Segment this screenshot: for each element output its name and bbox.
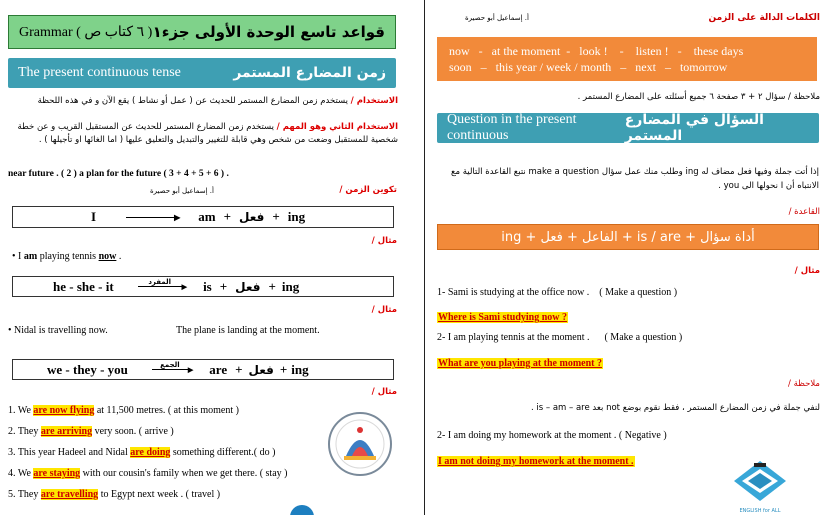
example2a: • Nidal is travelling now.	[8, 325, 108, 336]
example-label-1: مثال /	[371, 236, 397, 246]
formula2-ing: ing	[281, 278, 300, 294]
list-item	[8, 446, 328, 459]
example1-pre: • I	[12, 251, 24, 262]
arrow-head-icon: ▶	[181, 282, 188, 291]
watermark-logo-icon	[326, 410, 394, 478]
formula3-ing: ing	[291, 361, 309, 377]
example1-mid: playing tennis	[37, 251, 99, 262]
item-highlight: are doing	[130, 447, 171, 458]
item-post: very soon. ( arrive )	[92, 426, 174, 437]
formula1-fi3l: فعل	[238, 210, 265, 224]
watermark-logo	[326, 410, 394, 478]
question-band-ar: السؤال في المضارع المستمر	[624, 112, 764, 144]
note2-label: ملاحظة /	[788, 379, 820, 389]
answer1-wrap	[437, 307, 568, 325]
item-pre: 4. We	[8, 468, 34, 479]
example-label-right: مثال /	[794, 266, 820, 276]
present-continuous-band	[8, 58, 396, 88]
item-post: to Egypt next week . ( travel )	[98, 489, 221, 500]
formula-he-box	[12, 276, 394, 297]
time-words-line2: soon – this year / week / month – next – tomorrow	[449, 60, 728, 74]
example1-end: .	[116, 251, 122, 262]
time-words-box	[437, 37, 817, 81]
question-band	[437, 113, 819, 143]
example1-am: am	[23, 251, 38, 262]
note-line: ملاحظة / سؤال ٢ + ٣ صفحة ٦ جميع أسئلته على المضارع المستمر .	[577, 92, 820, 102]
formation-label: تكوين الزمن /	[339, 185, 397, 195]
plural-arrow: الجمع	[152, 361, 188, 370]
formula1-plus2: +	[272, 209, 280, 224]
formula2-subject: he - she - it	[53, 278, 114, 294]
formula1-subject: I	[91, 209, 97, 224]
item-highlight: are arriving	[40, 426, 93, 437]
formula-we-box	[12, 359, 394, 380]
item-highlight: are staying	[33, 468, 81, 479]
formula1-plus: +	[223, 209, 231, 224]
list-item	[8, 488, 328, 501]
negation-rule: لنفي جملة في زمن المضارع المستمر ، فقط نقوم بوضع not بعد is – am – are .	[530, 403, 820, 413]
usage2	[8, 121, 398, 147]
question3: 2- I am doing my homework at the moment . ( Negative )	[437, 430, 667, 441]
question-band-en: Question in the present continuous	[447, 112, 577, 143]
question2: 2- I am playing tennis at the moment . ( Make a question )	[437, 332, 683, 343]
item-highlight: are now flying	[33, 405, 95, 416]
list-item	[8, 425, 328, 438]
usage1-text: يستخدم زمن المضارع المستمر للحديث عن ( عمل أو نشاط ) يقع الآن و في هذه اللحظة	[37, 96, 348, 106]
formula-i-box	[12, 206, 394, 228]
item-pre: 5. They	[8, 489, 41, 500]
logo-caption: ENGLISH for ALL	[739, 508, 781, 514]
grammar-title-ar: قواعد تاسع الوحدة الأولى جزء١	[152, 23, 385, 41]
formula2-fi3l: فعل	[235, 279, 261, 294]
item-pre: 2. They	[8, 426, 41, 437]
answer2-wrap	[437, 353, 603, 371]
question-instruction: إذا أتت جملة وفيها فعل مضاف له ing وطلب منك عمل سؤال make a question نتبع القاعدة التالية مع الانتباه أن I نحولها الى you .	[450, 167, 819, 191]
formula1-am: am	[198, 209, 216, 224]
arrow-head-icon: ▶	[187, 365, 194, 374]
example1	[12, 250, 121, 263]
formula3-plus2: +	[279, 361, 288, 377]
arrow-icon	[126, 217, 176, 218]
band-title-ar: زمن المضارع المستمر	[233, 65, 386, 81]
answer3: I am not doing my homework at the moment .	[438, 456, 634, 467]
left-author: أ. إسماعيل أبو حصيرة	[150, 187, 214, 195]
list-item	[8, 467, 328, 480]
time-words-title: الكلمات الدالة على الزمن	[708, 13, 820, 23]
example2b: The plane is landing at the moment.	[176, 325, 320, 336]
formula3-subject: we - they - you	[47, 361, 128, 377]
near-future-line: near future . ( 2 ) a plan for the future ( 3 + 4 + 5 + 6 ) .	[8, 169, 229, 179]
examples-list	[8, 404, 328, 501]
formula1-ing: ing	[287, 209, 306, 224]
example1-now: now	[98, 251, 117, 262]
usage2-label: الاستخدام الثاني وهو المهم /	[276, 122, 398, 132]
answer1: Where is Sami studying now ?	[438, 312, 568, 323]
formula3-plus: +	[235, 361, 243, 377]
item-post: with our cousin's family when we get there. ( stay )	[80, 468, 288, 479]
example2a-text: Nidal is travelling now.	[14, 325, 108, 336]
right-page	[424, 0, 829, 515]
example-label-2: مثال /	[371, 305, 397, 315]
answer2: What are you playing at the moment ?	[438, 358, 602, 369]
formula3-fi3l: فعل	[248, 362, 274, 377]
item-post: at 11,500 metres. ( at this moment )	[94, 405, 239, 416]
page-gap	[405, 0, 424, 515]
rule-label: القاعدة /	[788, 207, 820, 217]
band-title-en: The present continuous tense	[18, 65, 181, 80]
item-highlight: are travelling	[40, 489, 99, 500]
english-for-all-logo	[730, 459, 790, 513]
diamond-logo-icon	[730, 459, 790, 503]
usage1-label: الاستخدام /	[350, 96, 398, 106]
formula2-plus2: +	[268, 278, 276, 294]
list-item	[8, 404, 328, 417]
formula3-are: are	[209, 361, 228, 377]
grammar-title-bar	[8, 15, 396, 49]
question-rule-box: أداة سؤال + is / are + الفاعل + فعل + ing	[437, 224, 819, 250]
item-pre: 1. We	[8, 405, 34, 416]
usage1	[8, 96, 398, 106]
right-author: أ. إسماعيل أبو حصيرة	[465, 14, 529, 22]
formula2-is: is	[203, 278, 212, 294]
item-post: something different.( do )	[170, 447, 276, 458]
bottom-logo-fragment	[290, 505, 314, 515]
formula2-plus: +	[219, 278, 228, 294]
answer3-wrap	[437, 451, 635, 469]
left-page	[0, 0, 406, 515]
time-words-line1: now - at the moment - look ! - listen ! - these days	[449, 44, 744, 58]
question1: 1- Sami is studying at the office now . ( Make a question )	[437, 287, 678, 298]
arrow-head-icon: ▶	[174, 212, 181, 222]
example-label-3: مثال /	[371, 387, 397, 397]
singular-arrow: المفرد	[138, 278, 182, 287]
grammar-title-en: Grammar ( ٦ كتاب ص )	[19, 24, 153, 40]
usage2-text: يستخدم زمن المضارع المستمر للحديث عن المستقبل القريب و عن خطة شخصية للمستقبل وضعت من شخص وهي قابلة للتغيير والتبديل والتعليق عليها ( اما الغائها او تأجيلها ) .	[17, 122, 398, 145]
item-pre: 3. This year Hadeel and Nidal	[8, 447, 131, 458]
